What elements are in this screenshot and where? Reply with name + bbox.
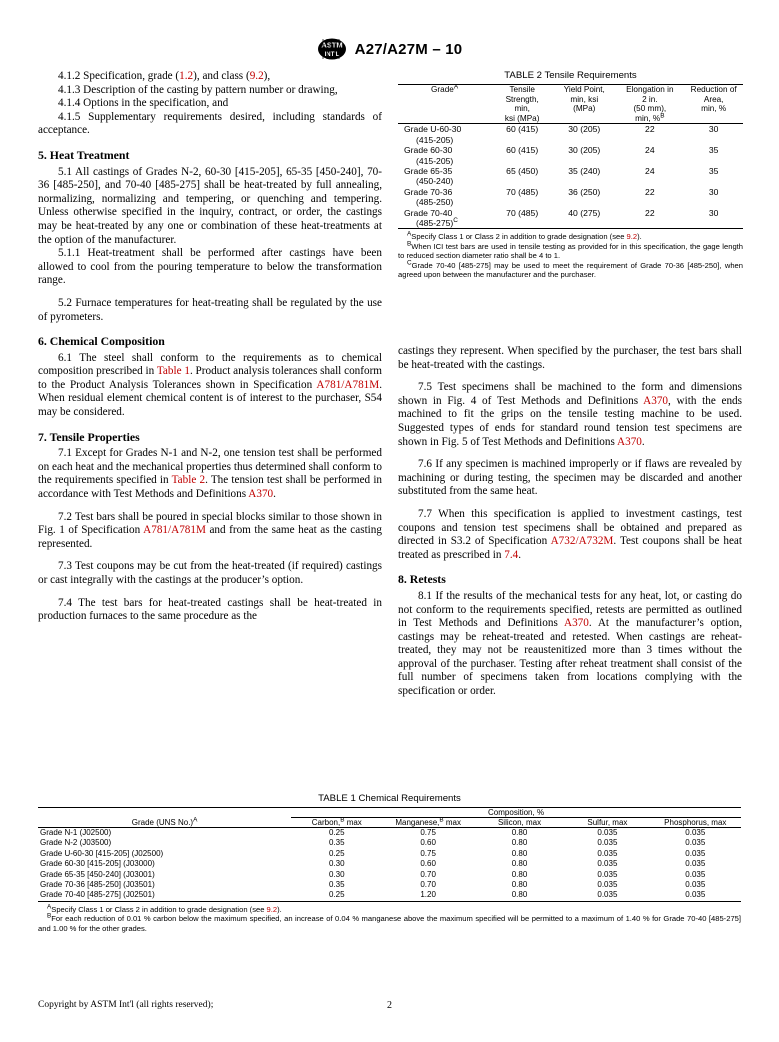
paragraph-7-1: 7.1 Except for Grades N-1 and N-2, one tension test shall be performed on each heat and the mechanical properties thus determined shall conform to the requirements specified in Table 2. The tension test shall be performed in accordance with Test Methods and Definitions A370. — [38, 447, 383, 501]
ref-table-1[interactable]: Table 1 — [156, 365, 190, 378]
table-row — [38, 828, 741, 839]
t2-ra: 35 — [708, 145, 719, 156]
t2-grade: Grade 60-30 — [404, 145, 453, 156]
t1-grade: Grade U-60-30 [415-205] (J02500) — [40, 848, 164, 858]
table-1-footnote-a: $^A$Specify Class 1 or Class 2 in addition to grade designation (see 9.2). — [47, 903, 282, 914]
t2-yield: 30 (205) — [568, 145, 601, 156]
footnote-marker-a: A — [193, 816, 198, 824]
ref-a732-a732m[interactable]: A732/A732M — [550, 535, 614, 548]
table-1-col-silicon: Silicon, max — [497, 818, 542, 827]
table-row-sub — [398, 218, 743, 229]
svg-text:ASTM: ASTM — [321, 40, 343, 50]
t1-silicon: 0.80 — [511, 848, 528, 858]
page-header — [0, 38, 779, 60]
table-2-footnote-c: $^C$Grade 70-40 [485-275] may be used to meet the requirement of Grade 70-36 [485-250], when agreed upon between the manufacturer and the purchaser. — [398, 259, 743, 280]
t1-sulfur: 0.035 — [597, 869, 618, 879]
t1-carbon: 0.25 — [328, 828, 345, 837]
footnote-marker-c: C — [453, 217, 458, 225]
section-heading-5: 5. Heat Treatment — [38, 147, 130, 162]
t1-carbon: 0.25 — [328, 848, 345, 858]
paragraph-7-5: 7.5 Test specimens shall be machined to the form and dimensions shown in Fig. 4 of Test Methods and Definitions A370, with the ends machined to fit the grips on the tensile testing machine to be used. Suggested types of ends for standard round tension test specimens are shown in Fig. 5 of Test Methods and Definitions A370. — [398, 381, 742, 448]
t1-silicon: 0.80 — [511, 869, 528, 879]
t2-grade: Grade U-60-30 — [404, 124, 462, 135]
left-text-column — [38, 70, 382, 624]
right-text-column — [398, 345, 742, 699]
paragraph-5-2: 5.2 Furnace temperatures for heat-treating shall be regulated by the use of pyrometers. — [38, 296, 382, 323]
paragraph-6-1: 6.1 The steel shall conform to the requirements as to chemical composition prescribed in Table 1. Product analysis tolerances shall conform to the Product Analysis Tolerances shown in Specification A781/A781M. When residual element chemical content is of interest to the purchaser, S54 may be considered. — [38, 351, 382, 419]
t1-carbon: 0.30 — [328, 869, 345, 879]
section-heading-8: 8. Retests — [398, 572, 446, 587]
table-2-footnote-b: $^B$When ICI test bars are used in tensile testing as provided for in this specification, the gage length to reduced section diameter ratio shall be 4 to 1. — [398, 240, 743, 261]
page-number: 2 — [387, 1000, 392, 1011]
paragraph-4-1-2: 4.1.2 Specification, grade (1.2), and class (9.2), — [58, 70, 271, 82]
footnote-marker-a: A — [453, 83, 459, 91]
t2-elong: 22 — [645, 186, 655, 197]
table-1-footnotes — [38, 902, 741, 933]
t2-grade: Grade 70-40 — [404, 207, 453, 218]
t1-grade: Grade N-1 (J02500) — [40, 828, 112, 837]
footnote-marker-b: B — [660, 112, 665, 120]
paragraph-4-1-4: 4.1.4 Options in the specification, and — [58, 97, 229, 110]
table-row — [398, 166, 743, 176]
table-row — [398, 124, 743, 135]
t2-grade-second-line: (415-205) — [416, 155, 454, 166]
t1-phosphorus: 0.035 — [685, 859, 706, 869]
footnote-marker-c: C — [407, 259, 412, 267]
table-row — [38, 859, 741, 869]
t1-phosphorus: 0.035 — [685, 880, 706, 890]
table-row — [38, 880, 741, 890]
paragraph-4-1-5: 4.1.5 Supplementary requirements desired, including standards of acceptance. — [38, 110, 382, 137]
t2-grade: Grade 70-36 — [404, 186, 453, 197]
t2-elong: 22 — [645, 124, 655, 135]
footnote-marker-b: B — [407, 240, 412, 248]
table-2-col-yield: Yield Point, min, ksi (MPa) — [563, 85, 605, 114]
svg-text:INT'L: INT'L — [324, 52, 340, 58]
t1-phosphorus: 0.035 — [685, 890, 706, 900]
table-2 — [398, 84, 743, 229]
ref-9-2[interactable]: 9.2 — [249, 70, 264, 82]
t2-yield: 36 (250) — [568, 186, 601, 197]
t2-ra: 30 — [708, 207, 719, 218]
table-2-header-row — [398, 85, 743, 124]
ref-a781-a781m[interactable]: A781/A781M — [316, 378, 380, 391]
paragraph-5-1-1: 5.1.1 Heat-treatment shall be performed after castings have been allowed to cool from the pouring temperature to below the transformation range. — [38, 247, 382, 287]
t2-tensile: 60 (415) — [506, 124, 539, 135]
paragraph-5-1: 5.1 All castings of Grades N-2, 60-30 [415-205], 65-35 [450-240], 70-36 [485-250], and 70-40 [485-275] shall be heat-treated by full annealing, normalizing, normalizing and tempering, or quenching and tempering. Unless otherwise specified in the inquiry, contract, or order, the castings may be heat-treated by any one or combination of these heat-treatments at the option of the manufacturer. — [38, 165, 382, 246]
t1-silicon: 0.80 — [511, 838, 528, 848]
t1-manganese: 0.70 — [420, 880, 436, 890]
table-row — [398, 187, 743, 197]
table-1-group-composition: Composition, % — [291, 808, 741, 818]
table-row-sub — [398, 156, 743, 166]
table-1-caption: TABLE 1 Chemical Requirements — [318, 793, 461, 804]
ref-7-4[interactable]: 7.4 — [504, 548, 519, 561]
table-1-col-sulfur: Sulfur, max — [587, 818, 628, 827]
table-1-col-manganese: Manganese,$^B$ max — [395, 816, 461, 827]
paragraph-7-2: 7.2 Test bars shall be poured in special blocks similar to those shown in Fig. 1 of Specification A781/A781M and from the same heat as the casting represented. — [38, 510, 382, 550]
ref-9-2-t2[interactable]: 9.2 — [626, 232, 638, 242]
paragraph-7-4-continued: castings they represent. When specified by the purchaser, the test bars shall be heat-treated with the castings. — [398, 345, 742, 371]
table-2-footnote-a: $^A$Specify Class 1 or Class 2 in addition to grade designation (see 9.2). — [407, 230, 642, 242]
t2-elong: 24 — [645, 145, 655, 156]
ref-a370-2[interactable]: A370 — [643, 394, 669, 407]
footnote-marker-b: B — [340, 816, 345, 824]
table-row-sub — [398, 135, 743, 145]
t1-silicon: 0.80 — [511, 859, 528, 869]
table-2-tensile-requirements — [398, 70, 743, 279]
t2-tensile: 70 (485) — [506, 186, 539, 197]
t1-carbon: 0.30 — [328, 859, 345, 869]
table-1-group-header-row — [38, 808, 741, 818]
table-1-footnote-b: $^B$For each reduction of 0.01 % carbon below the maximum specified, an increase of 0.04 % manganese above the maximum specified will be permitted to a maximum of 1.40 % for Grade 70-40 [485-275] and 1.00 % for the other grades. — [38, 912, 741, 933]
t1-grade: Grade N-2 (J03500) — [40, 838, 112, 848]
t1-phosphorus: 0.035 — [685, 869, 706, 879]
t1-silicon: 0.80 — [511, 890, 528, 900]
t2-grade-second-line: (485-275)$^C$ — [416, 217, 458, 229]
table-row — [398, 208, 743, 218]
table-2-col-tensile: Tensile Strength, min, ksi (MPa) — [504, 85, 540, 123]
table-2-footnotes — [398, 229, 743, 279]
section-heading-7: 7. Tensile Properties — [38, 429, 140, 444]
t1-grade: Grade 70-36 [485-250] (J03501) — [40, 880, 155, 890]
table-1 — [38, 807, 741, 902]
table-row — [38, 890, 741, 901]
ref-a370-1[interactable]: A370 — [248, 488, 274, 501]
t2-tensile: 65 (450) — [506, 166, 539, 176]
paragraph-8-1: 8.1 If the results of the mechanical tests for any heat, lot, or casting do not conform to the requirements specified, retests are permitted as outlined in Test Methods and Definitions A370. At the manufacturer’s option, castings may be reheat-treated and retested. When castings are reheat-treated, they may not be reaustenitized more than 3 times without the approval of the purchaser. Testing after reheat treatment shall consist of the full number of specimens taken from locations complying with the specification or order. — [398, 589, 742, 698]
t2-grade-second-line: (450-240) — [416, 176, 454, 187]
table-row — [38, 838, 741, 848]
t1-sulfur: 0.035 — [597, 880, 618, 890]
table-row — [38, 849, 741, 859]
t1-grade: Grade 70-40 [485-275] (J02501) — [40, 890, 155, 900]
t1-grade: Grade 60-30 [415-205] (J03000) — [40, 859, 155, 869]
paragraph-7-6: 7.6 If any specimen is machined improperly or if flaws are revealed by machining or during testing, the specimen may be discarded and another substituted from the same heat. — [398, 458, 742, 498]
footnote-marker-a: A — [407, 230, 412, 238]
t2-elong: 22 — [645, 207, 655, 218]
ref-a370-3[interactable]: A370 — [617, 435, 642, 448]
ref-a370-4[interactable]: A370 — [564, 617, 589, 630]
footnote-marker-a: A — [47, 903, 52, 911]
astm-logo-icon — [317, 38, 347, 60]
ref-1-2[interactable]: 1.2 — [179, 70, 194, 82]
ref-9-2-t1[interactable]: 9.2 — [266, 904, 278, 914]
paragraph-7-7: 7.7 When this specification is applied to investment castings, test coupons and tension test specimens shall be obtained and prepared as directed in S3.2 of Specification A732/A732M. Test coupons shall be heat treated as prescribed in 7.4. — [398, 507, 742, 561]
table-row-sub — [398, 197, 743, 207]
t2-tensile: 60 (415) — [506, 145, 539, 156]
t2-grade: Grade 65-35 — [404, 166, 453, 176]
table-2-col-elongation: Elongation in 2 in. (50 mm), min, %$^B$ — [626, 85, 674, 123]
t2-yield: 35 (240) — [568, 166, 601, 176]
ref-table-2[interactable]: Table 2 — [171, 474, 206, 487]
table-1-col-carbon: Carbon,$^B$ max — [311, 816, 362, 827]
paragraph-7-4: 7.4 The test bars for heat-treated castings shall be heat-treated in production furnaces to the same procedure as the — [38, 596, 382, 623]
t1-carbon: 0.35 — [328, 838, 345, 848]
t1-silicon: 0.80 — [511, 880, 528, 890]
table-1-col-grade: Grade (UNS No.)$^A$ — [131, 816, 198, 827]
t1-phosphorus: 0.035 — [685, 828, 706, 837]
t1-carbon: 0.25 — [328, 890, 345, 900]
t2-ra: 30 — [708, 124, 719, 135]
t2-ra: 35 — [708, 166, 719, 176]
document-title: A27/A27M – 10 — [354, 40, 463, 58]
t1-manganese: 0.75 — [420, 848, 436, 858]
t2-ra: 30 — [708, 186, 719, 197]
footnote-marker-b: B — [439, 816, 444, 824]
ref-a781-a781m-2[interactable]: A781/A781M — [143, 524, 206, 537]
table-2-col-grade: Grade$^A$ — [431, 83, 459, 94]
table-2-caption: TABLE 2 Tensile Requirements — [504, 70, 637, 81]
t1-manganese: 0.60 — [420, 859, 436, 869]
t2-yield: 30 (205) — [568, 124, 601, 135]
t2-elong: 24 — [645, 166, 655, 176]
t1-sulfur: 0.035 — [597, 890, 618, 900]
t2-grade-second-line: (485-250) — [416, 197, 454, 208]
footnote-marker-b: B — [47, 912, 52, 920]
t1-sulfur: 0.035 — [597, 859, 618, 869]
t1-manganese: 0.60 — [420, 838, 436, 848]
table-row-sub — [398, 176, 743, 186]
table-row — [398, 145, 743, 155]
t1-phosphorus: 0.035 — [685, 838, 706, 848]
copyright-notice: Copyright by ASTM Int'l (all rights reserved); — [38, 1000, 214, 1010]
t1-carbon: 0.35 — [328, 880, 345, 890]
table-1-chemical-requirements — [38, 793, 741, 933]
t2-tensile: 70 (485) — [506, 207, 539, 218]
t1-manganese: 0.75 — [420, 828, 436, 837]
section-heading-6: 6. Chemical Composition — [38, 334, 165, 349]
paragraph-4-1-3: 4.1.3 Description of the casting by pattern number or drawing, — [58, 83, 338, 96]
t1-manganese: 0.70 — [420, 869, 436, 879]
paragraph-7-3: 7.3 Test coupons may be cut from the heat-treated (if required) castings or cast integrally with the castings at the producer’s option. — [38, 560, 382, 586]
t2-grade-second-line: (415-205) — [416, 134, 454, 145]
table-2-col-reduction: Reduction of Area, min, % — [690, 85, 737, 114]
t1-manganese: 1.20 — [420, 890, 436, 900]
table-row — [38, 870, 741, 880]
t2-yield: 40 (275) — [568, 207, 601, 218]
t1-silicon: 0.80 — [511, 828, 528, 837]
table-1-col-phosphorus: Phosphorus, max — [664, 818, 727, 827]
t1-grade: Grade 65-35 [450-240] (J03001) — [40, 869, 155, 879]
t1-sulfur: 0.035 — [597, 838, 618, 848]
t1-phosphorus: 0.035 — [685, 848, 706, 858]
t1-sulfur: 0.035 — [597, 848, 618, 858]
t1-sulfur: 0.035 — [597, 828, 618, 837]
